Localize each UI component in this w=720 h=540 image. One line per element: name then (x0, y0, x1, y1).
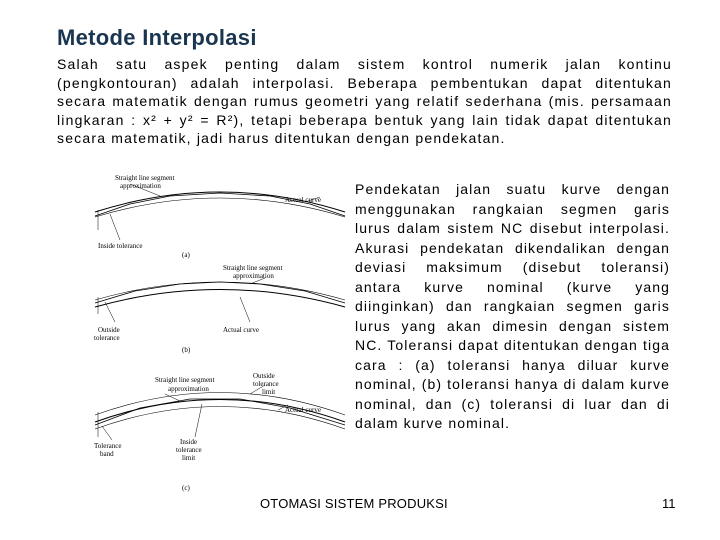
panel-b-actual-label: Actual curve (223, 326, 259, 334)
panel-a-caption: (a) (182, 251, 190, 259)
panel-c (94, 372, 345, 492)
panel-c-seg-label-1: Straight line segment (155, 376, 215, 384)
footer-course-title: OTOMASI SISTEM PRODUKSI (260, 496, 448, 511)
panel-a-seg-label-1: Straight line segment (115, 174, 175, 182)
panel-a-seg-label-2: approximation (120, 182, 161, 190)
panel-b-tol-label-1: Outside (98, 326, 120, 334)
panel-a (95, 174, 345, 259)
panel-b-seg-label-2: approximation (233, 272, 274, 280)
slide-title: Metode Interpolasi (57, 25, 257, 50)
panel-c-outside-3: limit (262, 388, 276, 396)
panel-b-tol-label-2: tolerance (94, 334, 120, 342)
panel-c-outside-2: tolerance (253, 380, 279, 388)
intro-paragraph: Salah satu aspek penting dalam sistem kontrol numerik jalan kontinu (pengkontouran) adalah interpolasi. Beberapa pembentukan dapat ditentukan secara matematik dengan rumus geometri yang relatif sederhana (mis. persamaan lingkaran : x² + y² = R²), tetapi beberapa bentuk yang lain tidak dapat ditentukan secara matematik, jadi harus ditentukan dengan pendekatan. (57, 56, 672, 147)
page-number: 11 (662, 496, 676, 511)
panel-c-inside-1: Inside (180, 438, 198, 446)
panel-a-tol-label: Inside tolerance (98, 242, 143, 250)
panel-c-seg-label-2: approximation (168, 385, 209, 393)
panel-b-outer-curve (95, 282, 345, 300)
panel-c-band-1: Tolerance (94, 442, 122, 450)
interpolation-tolerance-figure (90, 172, 350, 497)
panel-b-caption: (b) (182, 346, 191, 354)
panel-c-caption: (c) (182, 484, 190, 492)
panel-b-segments (95, 282, 345, 303)
panel-c-inside-3: limit (182, 454, 196, 462)
panel-c-actual-label: Actual curve (285, 406, 321, 414)
panel-c-outside-1: Outside (253, 372, 275, 380)
panel-a-actual-label: Actual curve (285, 196, 321, 204)
panel-c-band-2: band (100, 450, 114, 458)
panel-c-inside-2: tolerance (176, 446, 202, 454)
side-paragraph: Pendekatan jalan suatu kurve dengan menggunakan rangkaian segmen garis lurus dalam sistem NC disebut interpolasi. Akurasi pendekatan dikendalikan dengan deviasi maksimum (disebut toleransi) antara kurve nominal (kurve yang diinginkan) dan rangkaian segmen garis lurus yang akan dimesin dengan sistem NC. Toleransi dapat ditentukan dengan tiga cara : (a) toleransi hanya diluar kurve nominal, (b) toleransi hanya di dalam kurve nominal, dan (c) toleransi di luar dan di dalam kurve nominal. (355, 181, 670, 431)
panel-b (94, 264, 345, 354)
panel-b-seg-label-1: Straight line segment (223, 264, 283, 272)
